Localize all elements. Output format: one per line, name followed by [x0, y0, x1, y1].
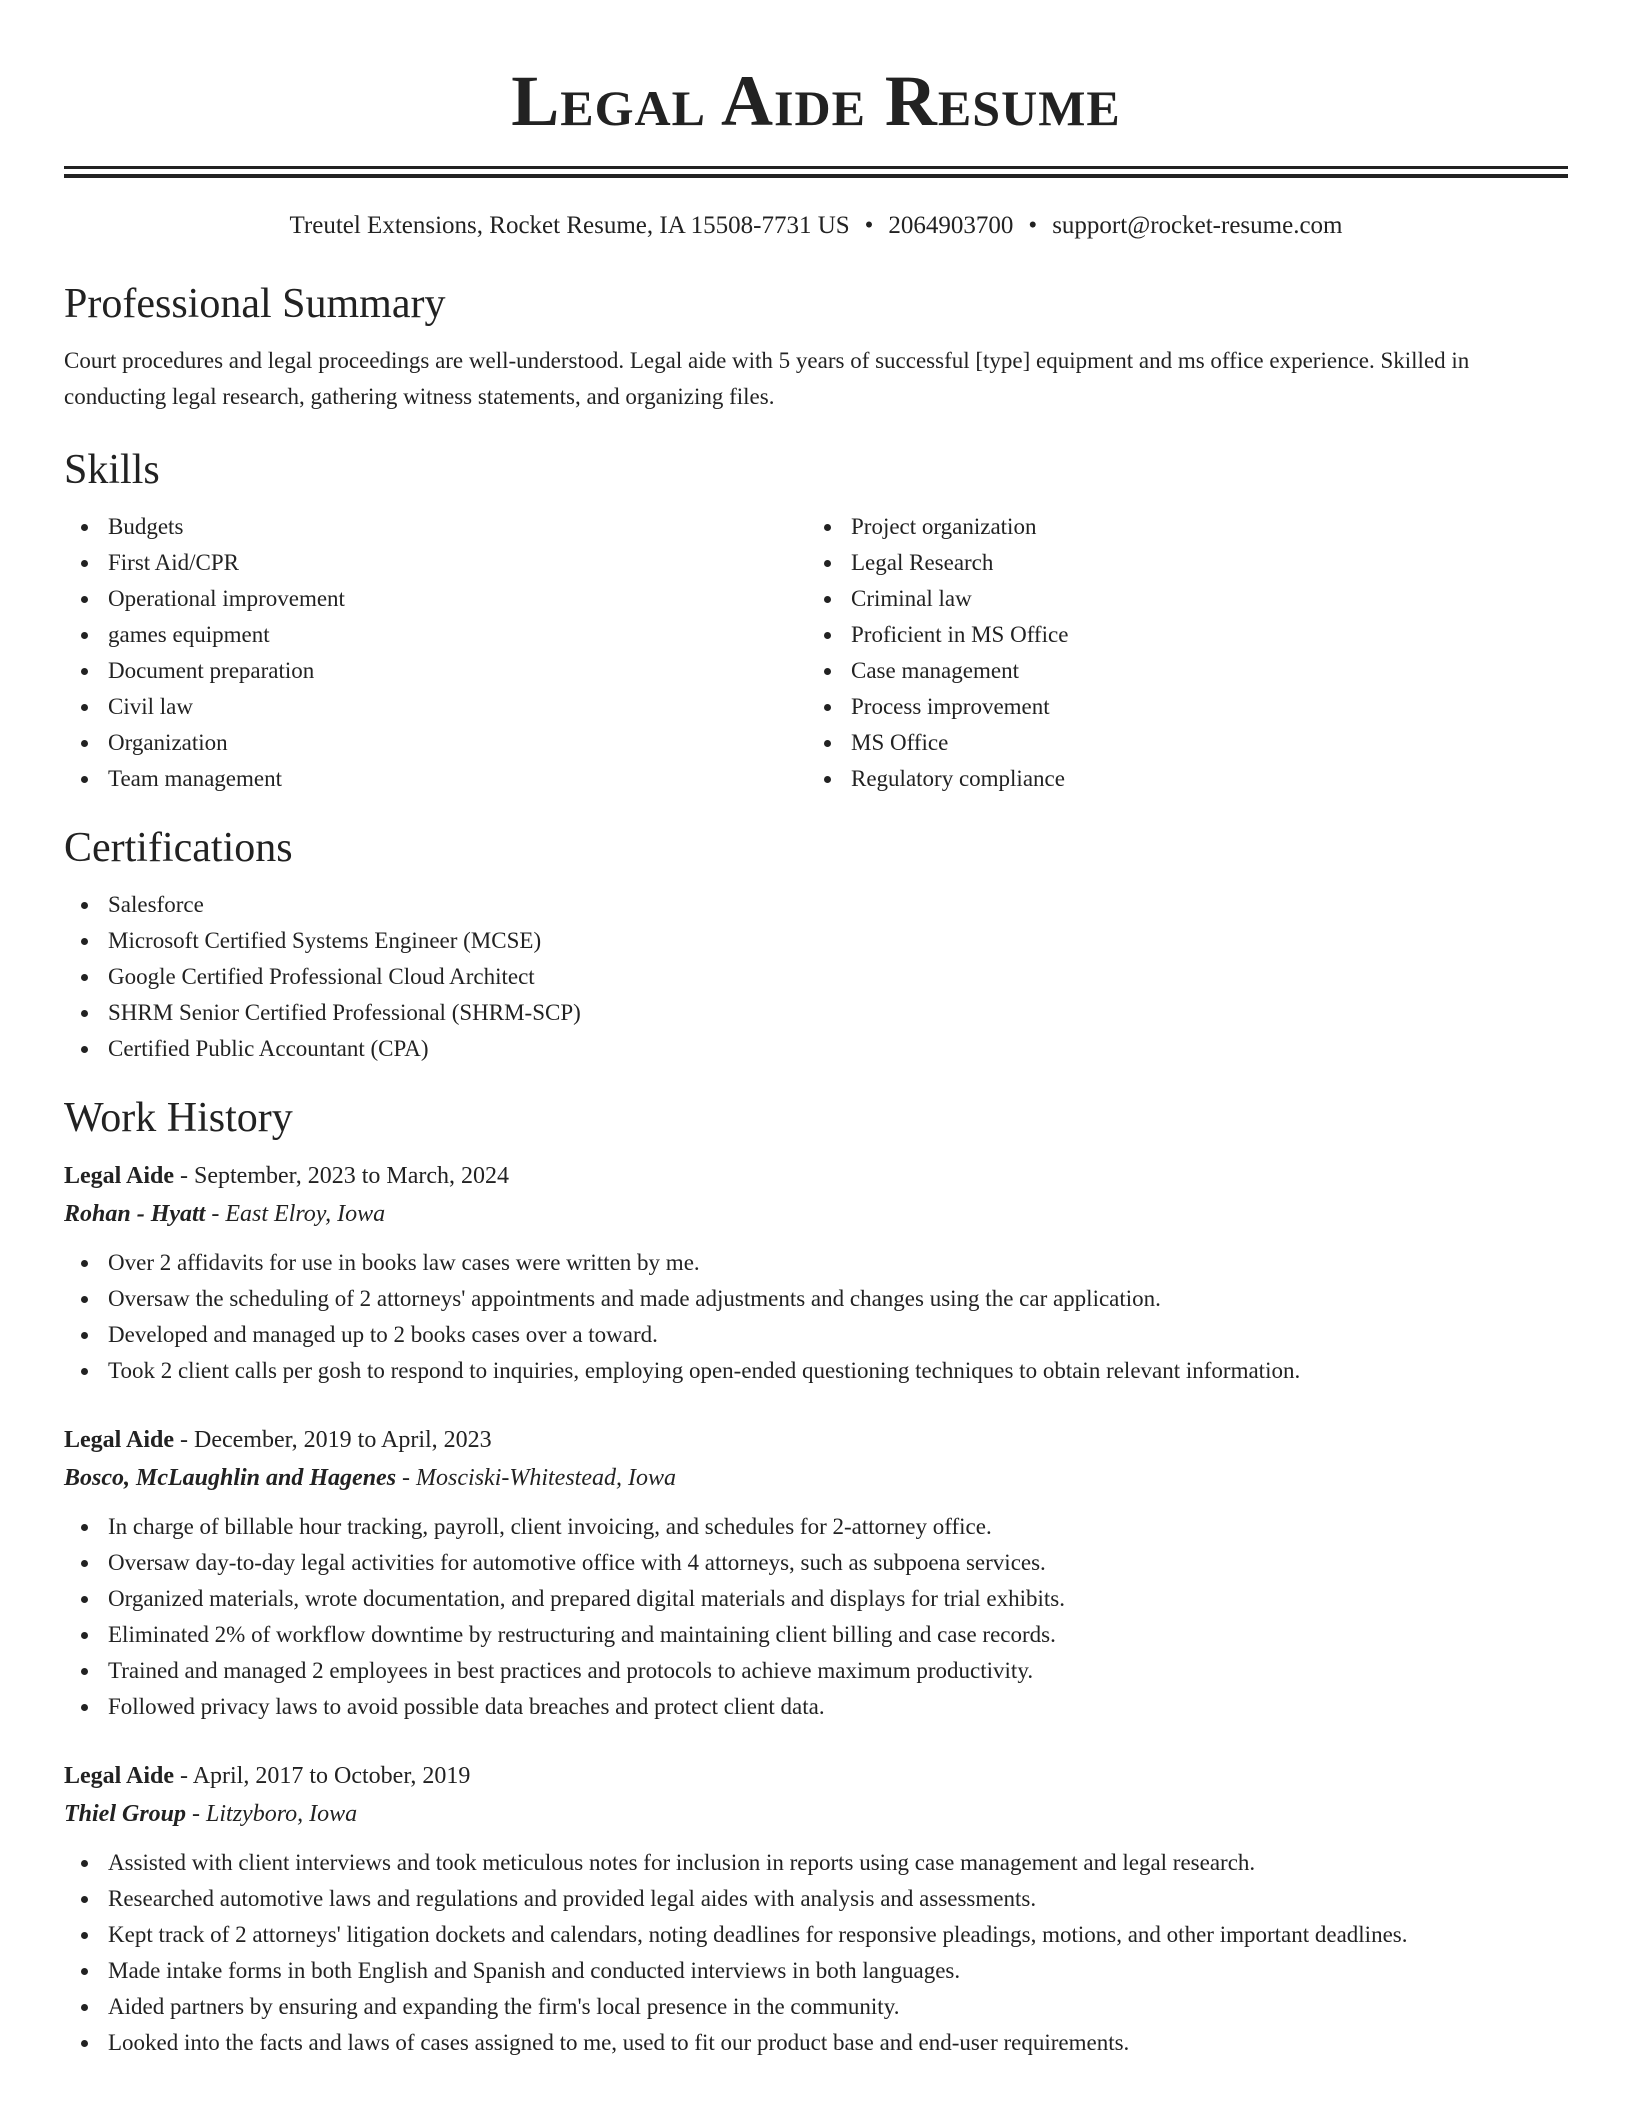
certification-item: SHRM Senior Certified Professional (SHRM-SCP) [64, 995, 1568, 1031]
job-bullet: Researched automotive laws and regulations and provided legal aides with analysis and assessments. [64, 1881, 1568, 1917]
certification-item: Certified Public Accountant (CPA) [64, 1031, 1568, 1067]
job-bullet: Made intake forms in both English and Spanish and conducted interviews in both languages. [64, 1953, 1568, 1989]
job-company-line [64, 1195, 1568, 1233]
job-dash: - [186, 1801, 207, 1827]
job-bullet: Developed and managed up to 2 books cases over a toward. [64, 1317, 1568, 1353]
skills-list-right [807, 509, 1550, 797]
contact-email: support@rocket-resume.com [1052, 212, 1343, 239]
certifications-list [64, 887, 1568, 1067]
job-bullet: Assisted with client interviews and took meticulous notes for inclusion in reports using case management and legal research. [64, 1845, 1568, 1881]
skills-column-right [807, 509, 1550, 797]
skill-item: Process improvement [807, 689, 1550, 725]
job-entry [64, 1757, 1568, 2061]
skill-item: Organization [64, 725, 807, 761]
skills-column-left [64, 509, 807, 797]
job-title-line [64, 1757, 1568, 1795]
job-bullets [64, 1509, 1568, 1725]
skill-item: Project organization [807, 509, 1550, 545]
job-location: East Elroy, Iowa [225, 1201, 386, 1227]
job-bullet: Eliminated 2% of workflow downtime by restructuring and maintaining client billing and case records. [64, 1617, 1568, 1653]
resume-page [64, 0, 1568, 2061]
skill-item: Operational improvement [64, 581, 807, 617]
skill-item: First Aid/CPR [64, 545, 807, 581]
skill-item: Proficient in MS Office [807, 617, 1550, 653]
job-company: Bosco, McLaughlin and Hagenes [64, 1465, 397, 1491]
job-bullet: Organized materials, wrote documentation, and prepared digital materials and displays for trial exhibits. [64, 1581, 1568, 1617]
certification-item: Salesforce [64, 887, 1568, 923]
skill-item: games equipment [64, 617, 807, 653]
skill-item: Regulatory compliance [807, 761, 1550, 797]
contact-phone: 2064903700 [888, 212, 1014, 239]
job-location: Litzyboro, Iowa [206, 1801, 358, 1827]
skill-item: MS Office [807, 725, 1550, 761]
job-dash: - [174, 1163, 195, 1189]
job-entry [64, 1421, 1568, 1725]
job-title: Legal Aide [64, 1163, 175, 1189]
job-dates: December, 2019 to April, 2023 [194, 1427, 492, 1453]
work-history-heading: Work History [64, 1095, 293, 1141]
title-divider [64, 166, 1568, 169]
job-dates: April, 2017 to October, 2019 [192, 1763, 471, 1789]
job-bullet: Trained and managed 2 employees in best practices and protocols to achieve maximum productivity. [64, 1653, 1568, 1689]
certification-item: Google Certified Professional Cloud Architect [64, 959, 1568, 995]
job-title-line [64, 1157, 1568, 1195]
contact-separator: • [1028, 212, 1038, 239]
job-bullets [64, 1245, 1568, 1389]
job-title: Legal Aide [64, 1763, 175, 1789]
title-divider-double [64, 174, 1568, 178]
skill-item: Legal Research [807, 545, 1550, 581]
skill-item: Team management [64, 761, 807, 797]
job-dash: - [396, 1465, 417, 1491]
skills-grid [64, 509, 1568, 797]
job-location: Mosciski-Whitestead, Iowa [416, 1465, 676, 1491]
skill-item: Budgets [64, 509, 807, 545]
job-dash: - [174, 1763, 193, 1789]
resume-title: Legal Aide Resume [511, 61, 1121, 141]
job-dash: - [205, 1201, 226, 1227]
skills-heading: Skills [64, 447, 160, 493]
job-bullet: Oversaw the scheduling of 2 attorneys' appointments and made adjustments and changes using the car application. [64, 1281, 1568, 1317]
contact-line [64, 211, 1568, 241]
job-bullet: Followed privacy laws to avoid possible data breaches and protect client data. [64, 1689, 1568, 1725]
job-bullet: Oversaw day-to-day legal activities for automotive office with 4 attorneys, such as subpoena services. [64, 1545, 1568, 1581]
job-bullet: Looked into the facts and laws of cases assigned to me, used to fit our product base and end-user requirements. [64, 2025, 1568, 2061]
job-company-line [64, 1459, 1568, 1497]
summary-heading: Professional Summary [64, 281, 446, 327]
job-bullet: Took 2 client calls per gosh to respond to inquiries, employing open-ended questioning techniques to obtain relevant information. [64, 1353, 1568, 1389]
job-title-line [64, 1421, 1568, 1459]
job-company-line [64, 1795, 1568, 1833]
job-bullet: In charge of billable hour tracking, payroll, client invoicing, and schedules for 2-attorney office. [64, 1509, 1568, 1545]
skill-item: Criminal law [807, 581, 1550, 617]
job-bullets [64, 1845, 1568, 2061]
job-dash: - [174, 1427, 195, 1453]
job-dates: September, 2023 to March, 2024 [194, 1163, 509, 1189]
job-bullet: Over 2 affidavits for use in books law cases were written by me. [64, 1245, 1568, 1281]
skill-item: Civil law [64, 689, 807, 725]
job-entry [64, 1157, 1568, 1389]
contact-address: Treutel Extensions, Rocket Resume, IA 15508-7731 US [289, 212, 850, 239]
job-bullet: Aided partners by ensuring and expanding the firm's local presence in the community. [64, 1989, 1568, 2025]
skills-list-left [64, 509, 807, 797]
job-company: Rohan - Hyatt [64, 1201, 206, 1227]
contact-separator: • [864, 212, 874, 239]
skill-item: Document preparation [64, 653, 807, 689]
certification-item: Microsoft Certified Systems Engineer (MCSE) [64, 923, 1568, 959]
job-company: Thiel Group [64, 1801, 187, 1827]
certifications-heading: Certifications [64, 825, 293, 871]
skill-item: Case management [807, 653, 1550, 689]
summary-text: Court procedures and legal proceedings are well-understood. Legal aide with 5 years of successful [type] equipment and ms office experience. Skilled in conducting legal research, gathering witness statements, and organizing files. [64, 348, 1470, 409]
job-bullet: Kept track of 2 attorneys' litigation dockets and calendars, noting deadlines for responsive pleadings, motions, and other important deadlines. [64, 1917, 1568, 1953]
job-title: Legal Aide [64, 1427, 175, 1453]
